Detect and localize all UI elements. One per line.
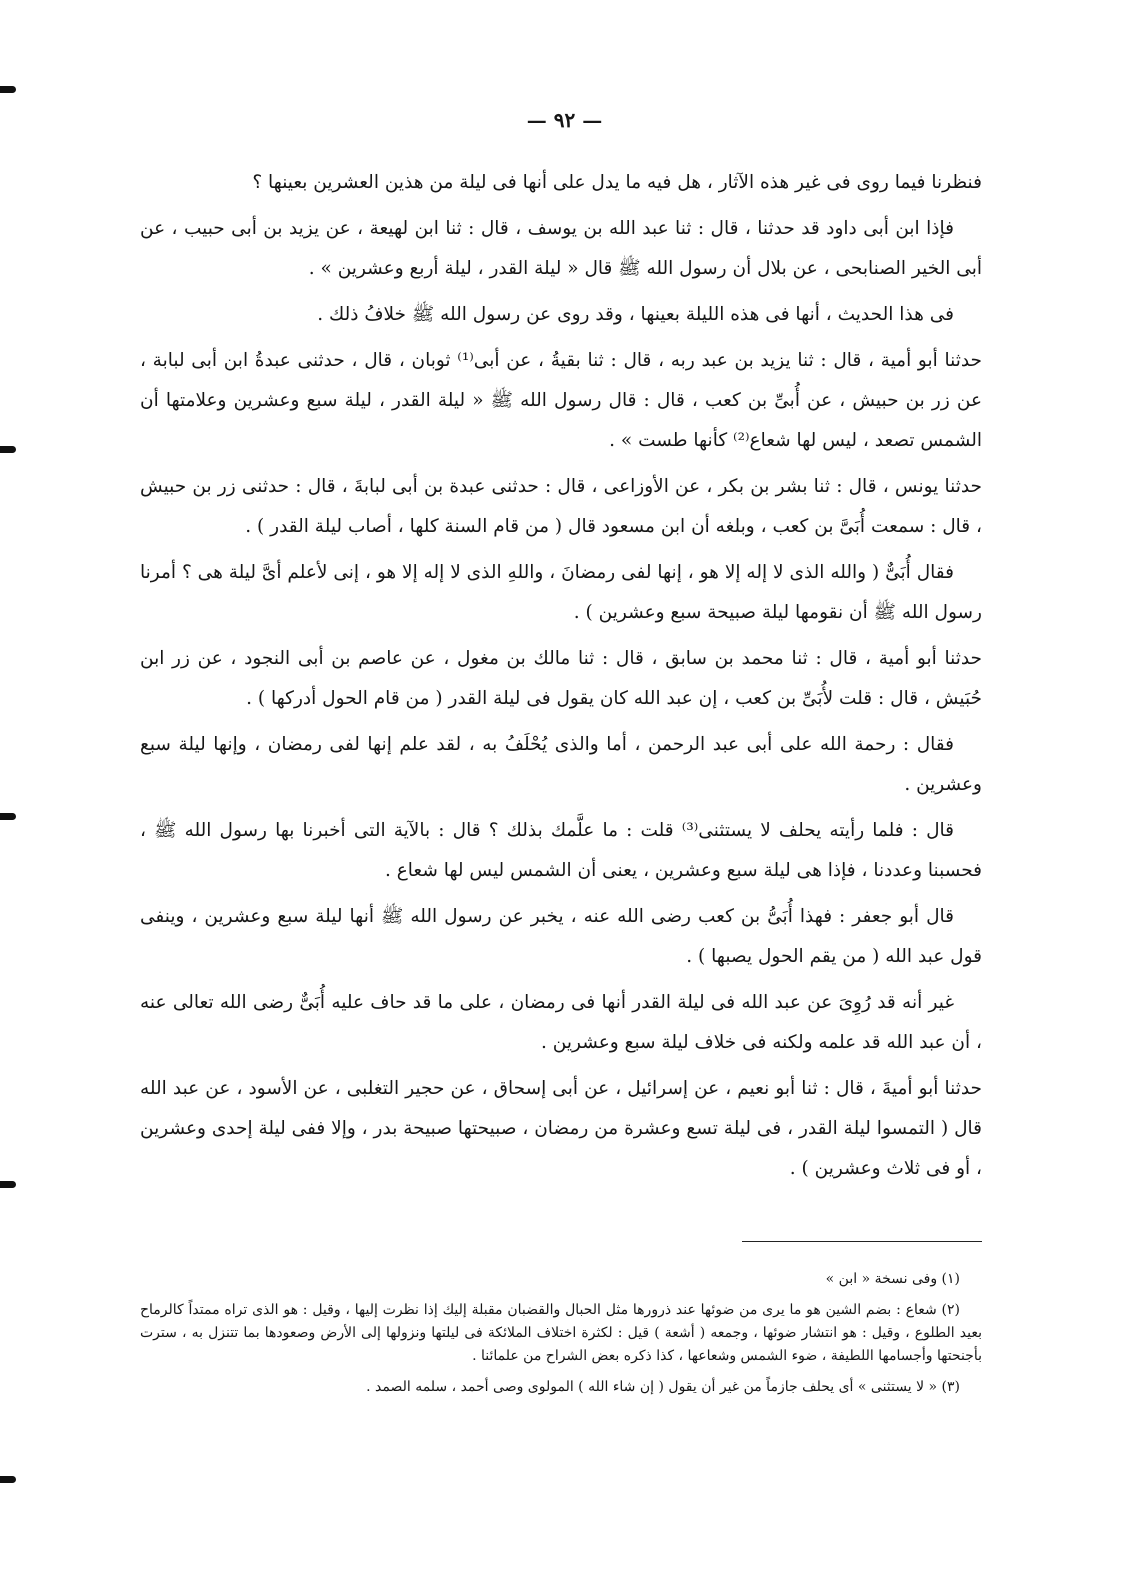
paragraph: حدثنا أبو أمية ، قال : ثنا محمد بن سابق ، قال : ثنا مالك بن مغول ، عن عاصم بن أبى النجود ، عن زر ابن حُبَيش ، قال : قلت لأُبَىِّ بن كعب ، إن عبد الله كان يقول فى ليلة القدر ( من قام الحول أدركها ) . [140,648,982,709]
binding-mark [0,86,16,93]
paragraph: حدثنا أبو أمية ، قال : ثنا يزيد بن عبد ربه ، قال : ثنا بقيةُ ، عن أبى⁽¹⁾ ثوبان ، قال ، حدثنى عبدةُ ابن أبى لبابة ، عن زر بن حبيش ، عن أُبىِّ بن كعب ، قال : قال رسول الله ﷺ « ليلة القدر ، ليلة سبع وعشرين وعلامتها أن الشمس تصعد ، ليس لها شعاع⁽²⁾ كأنها طست » . [140,350,982,451]
main-text [140,163,982,1195]
binding-mark [0,1476,16,1483]
paragraph: قال : فلما رأيته يحلف لا يستثنى⁽³⁾ قلت : ما علَّمك بذلك ؟ قال : بالآية التى أخبرنا بها رسول الله ﷺ ، فحسبنا وعددنا ، فإذا هى ليلة سبع وعشرين ، يعنى أن الشمس ليس لها شعاع . [140,820,982,881]
footnotes [140,1268,982,1407]
binding-mark [0,446,16,453]
paragraph: غير أنه قد رُوِىَ عن عبد الله فى ليلة القدر أنها فى رمضان ، على ما قد حاف عليه أُبَىٌّ رضى الله تعالى عنه ، أن عبد الله قد علمه ولكنه فى خلاف ليلة سبع وعشرين . [140,992,982,1053]
binding-mark [0,1181,16,1188]
paragraph: فقال أُبَىٌّ ( والله الذى لا إله إلا هو ، إنها لفى رمضانَ ، واللهِ الذى لا إله إلا هو ، إنى لأعلم أىَّ ليلة هى ؟ أمرنا رسول الله ﷺ أن نقومها ليلة صبيحة سبع وعشرين ) . [140,562,982,623]
binding-mark [0,813,16,820]
footnote: (٢) شعاع : بضم الشين هو ما يرى من ضوئها عند ذرورها مثل الحبال والقضبان مقبلة إليك إذا نظرت إليها ، وقيل : هو الذى تراه ممتداً كالرماح بعيد الطلوع ، وقيل : هو انتشار ضوئها ، وجمعه ( أشعة ) قيل : لكثرة اختلاف الملائكة فى ليلتها ونزولها إلى الأرض وصعودها بما تتنزل به ، سترت بأجنحتها وأجسامها اللطيفة ، ضوء الشمس وشعاعها ، كذا ذكره بعض الشراح من علمائنا . [140,1302,982,1364]
paragraph: فنظرنا فيما روى فى غير هذه الآثار ، هل فيه ما يدل على أنها فى ليلة من هذين العشرين بعينها ؟ [252,172,982,193]
paragraph: قال أبو جعفر : فهذا أُبَىُّ بن كعب رضى الله عنه ، يخبر عن رسول الله ﷺ أنها ليلة سبع وعشرين ، وينفى قول عبد الله ( من يقم الحول يصبها ) . [140,906,982,967]
footnote: (١) وفى نسخة « ابن » [825,1271,960,1287]
page-number: — ٩٢ — [526,108,603,132]
paragraph: فإذا ابن أبى داود قد حدثنا ، قال : ثنا عبد الله بن يوسف ، قال : ثنا ابن لهيعة ، عن يزيد بن أبى حبيب ، عن أبى الخير الصنابحى ، عن بلال أن رسول الله ﷺ قال « ليلة القدر ، ليلة أربع وعشرين » . [140,218,982,279]
paragraph: فى هذا الحديث ، أنها فى هذه الليلة بعينها ، وقد روى عن رسول الله ﷺ خلافُ ذلك . [317,304,954,325]
paragraph: فقال : رحمة الله على أبى عبد الرحمن ، أما والذى يُحْلَفُ به ، لقد علم إنها لفى رمضان ، وإنها ليلة سبع وعشرين . [140,734,982,795]
footnote: (٣) « لا يستثنى » أى يحلف جازماً من غير أن يقول ( إن شاء الله ) المولوى وصى أحمد ، سلمه الصمد . [366,1379,960,1395]
footnote-divider [742,1241,982,1242]
paragraph: حدثنا أبو أميةَ ، قال : ثنا أبو نعيم ، عن إسرائيل ، عن أبى إسحاق ، عن حجير التغلبى ، عن الأسود ، عن عبد الله قال ( التمسوا ليلة القدر ، فى ليلة تسع وعشرة من رمضان ، صبيحتها صبيحة بدر ، وإلا ففى ليلة إحدى وعشرين ، أو فى ثلاث وعشرين ) . [140,1078,982,1179]
paragraph: حدثنا يونس ، قال : ثنا بشر بن بكر ، عن الأوزاعى ، قال : حدثنى عبدة بن أبى لبابةَ ، قال : حدثنى زر بن حبيش ، قال : سمعت أُبَىَّ بن كعب ، وبلغه أن ابن مسعود قال ( من قام السنة كلها ، أصاب ليلة القدر ) . [140,476,982,537]
